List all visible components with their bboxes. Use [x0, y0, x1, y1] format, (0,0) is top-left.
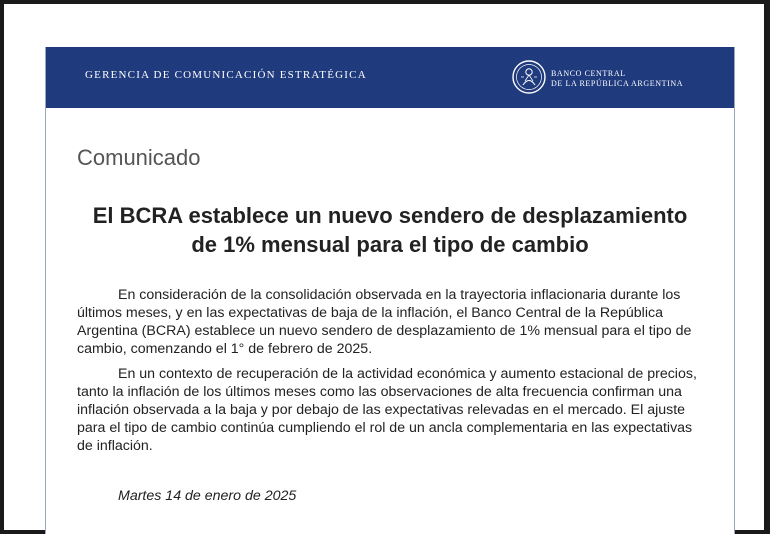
document-page — [4, 4, 764, 530]
document-frame — [45, 47, 735, 534]
document-date: Martes 14 de enero de 2025 — [118, 488, 297, 504]
title-line-2: de 1% mensual para el tipo de cambio — [191, 232, 589, 257]
document-title — [46, 201, 734, 259]
document-body — [77, 286, 702, 462]
bank-name-line2: DE LA REPÚBLICA ARGENTINA — [551, 79, 684, 88]
header-banner — [46, 47, 734, 108]
bank-name — [551, 69, 683, 89]
paragraph-1: En consideración de la consolidación observada en la trayectoria inflacionaria durante los últimos meses, y en las expectativas de baja de la inflación, el Banco Central de la República Argentina (BCRA) establece un nuevo sendero de desplazamiento de 1% mensual para el tipo de cambio, comenzando el 1° de febrero de 2025. — [77, 287, 692, 357]
document-type: Comunicado — [77, 145, 201, 170]
bank-name-line1: BANCO CENTRAL — [551, 69, 626, 78]
bcra-seal-icon — [512, 60, 546, 94]
bank-logo — [512, 58, 692, 96]
paragraph-2: En un contexto de recuperación de la actividad económica y aumento estacional de precios, tanto la inflación de los últimos meses como las observaciones de alta frecuencia confirman una inflación observada a la baja y por debajo de las expectativas relevadas en el mercado. El ajuste para el tipo de cambio continúa cumpliendo el rol de un ancla complementaria en las expectativas de inflación. — [77, 366, 697, 454]
department-name: GERENCIA DE COMUNICACIÓN ESTRATÉGICA — [85, 69, 367, 81]
title-line-1: El BCRA establece un nuevo sendero de desplazamiento — [92, 203, 688, 228]
